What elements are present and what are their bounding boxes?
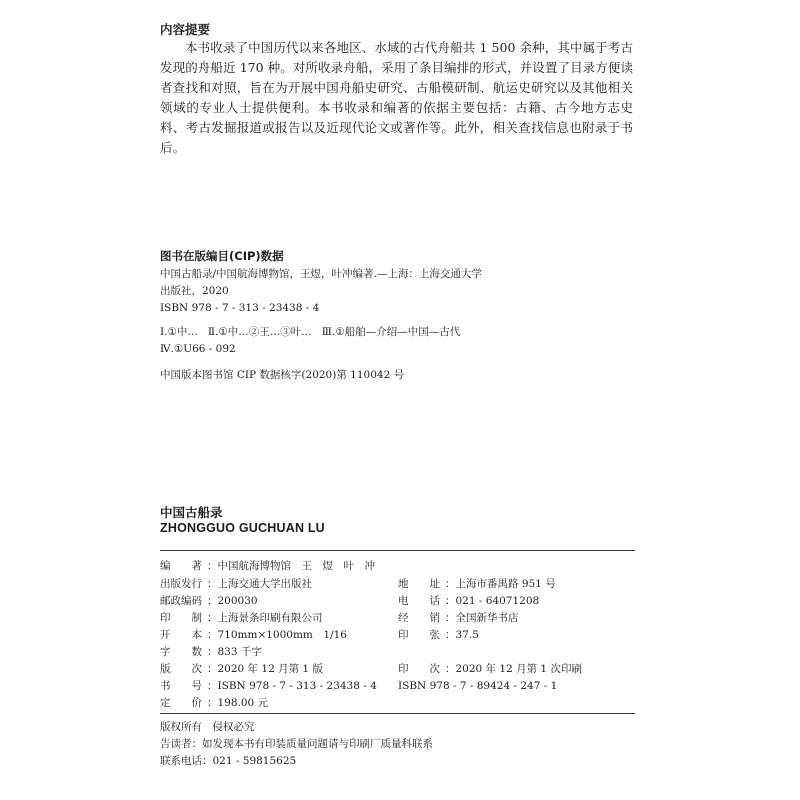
pub-row <box>160 678 640 695</box>
pub-value: ：ISBN 978 - 7 - 313 - 23438 - 4 <box>207 680 377 692</box>
top-divider <box>160 550 635 551</box>
pub-label: 字 数 <box>160 646 202 658</box>
cip-heading: 图书在版编目(CIP)数据 <box>160 249 284 263</box>
summary-heading: 内容提要 <box>160 22 211 37</box>
cip-classification-2: Ⅳ.①U66 - 092 <box>160 343 236 355</box>
pub-label: 书 号 <box>160 680 202 692</box>
pub-value-2: ：2020 年 12 月第 1 次印刷 <box>445 663 582 675</box>
summary-body: 本书收录了中国历代以来各地区、水域的古代舟船共 1 500 余种，其中属于考古发现的舟船近 170 种。对所收录舟船，采用了条目编排的形式，并设置了目录方便读者查找和对照，旨在为开展中国舟船史研究、古船模研制、航运史研究以及其他相关领域的专业人士提供便利。本书收录和编著的依据主要包括：古籍、古今地方志史料、考古发掘报道或报告以及近现代论文或著作等。此外，相关查找信息也附录于书后。 <box>160 40 633 155</box>
pub-label: 编 著 <box>160 560 202 572</box>
pub-value-2: ISBN 978 - 7 - 89424 - 247 - 1 <box>398 680 558 692</box>
cip-classification-1: Ⅰ.①中… Ⅱ.①中…②王…③叶… Ⅲ.①船舶—介绍—中国—古代 <box>160 326 461 338</box>
pub-value: ：710mm×1000mm 1/16 <box>207 629 347 641</box>
copyright-notice: 版权所有 侵权必究 <box>160 721 255 733</box>
book-title: 中国古船录 <box>160 505 223 520</box>
pub-row <box>160 593 640 610</box>
pub-label: 定 价 <box>160 697 202 709</box>
cip-line-1: 中国古船录/中国航海博物馆，王煜，叶冲编著.—上海：上海交通大学 <box>160 268 482 280</box>
pub-row <box>160 558 640 575</box>
pub-label-2: 印 张 <box>398 629 440 641</box>
pub-value: ：上海交通大学出版社 <box>207 578 312 590</box>
pub-value: ：上海景条印刷有限公司 <box>207 612 323 624</box>
pub-value-2: ：全国新华书店 <box>445 612 519 624</box>
pub-row <box>160 610 640 627</box>
pub-label: 出版发行 <box>160 578 202 590</box>
pub-label: 版 次 <box>160 663 202 675</box>
pub-value: ：2020 年 12 月第 1 版 <box>207 663 323 675</box>
pub-label: 印 制 <box>160 612 202 624</box>
pub-row <box>160 627 640 644</box>
pub-row <box>160 695 640 712</box>
pub-value: ：中国航海博物馆 王 煜 叶 冲 <box>207 560 375 572</box>
pub-value-2: ：021 - 64071208 <box>445 595 540 607</box>
pub-value: ：198.00 元 <box>207 697 269 709</box>
pub-label: 邮政编码 <box>160 595 202 607</box>
pub-label-2: 经 销 <box>398 612 440 624</box>
pub-label-2: 地 址 <box>398 578 440 590</box>
cip-isbn: ISBN 978 - 7 - 313 - 23438 - 4 <box>160 302 320 314</box>
book-title-pinyin: ZHONGGUO GUCHUAN LU <box>160 521 325 535</box>
contact-phone: 联系电话：021 - 59815625 <box>160 755 297 767</box>
reader-notice: 告读者：如发现本书有印装质量问题请与印刷厂质量科联系 <box>160 738 433 750</box>
pub-value: ：833 千字 <box>207 646 262 658</box>
pub-value: ：200030 <box>207 595 258 607</box>
pub-value-2: ：37.5 <box>445 629 479 641</box>
pub-label-2: 电 话 <box>398 595 440 607</box>
pub-label-2: 印 次 <box>398 663 440 675</box>
cip-note: 中国版本图书馆 CIP 数据核字(2020)第 110042 号 <box>160 369 405 381</box>
bottom-divider <box>160 713 635 714</box>
cip-line-2: 出版社，2020 <box>160 285 229 297</box>
pub-row <box>160 661 640 678</box>
pub-label: 开 本 <box>160 629 202 641</box>
pub-row <box>160 576 640 593</box>
pub-value-2: ：上海市番禺路 951 号 <box>445 578 556 590</box>
pub-row <box>160 644 640 661</box>
